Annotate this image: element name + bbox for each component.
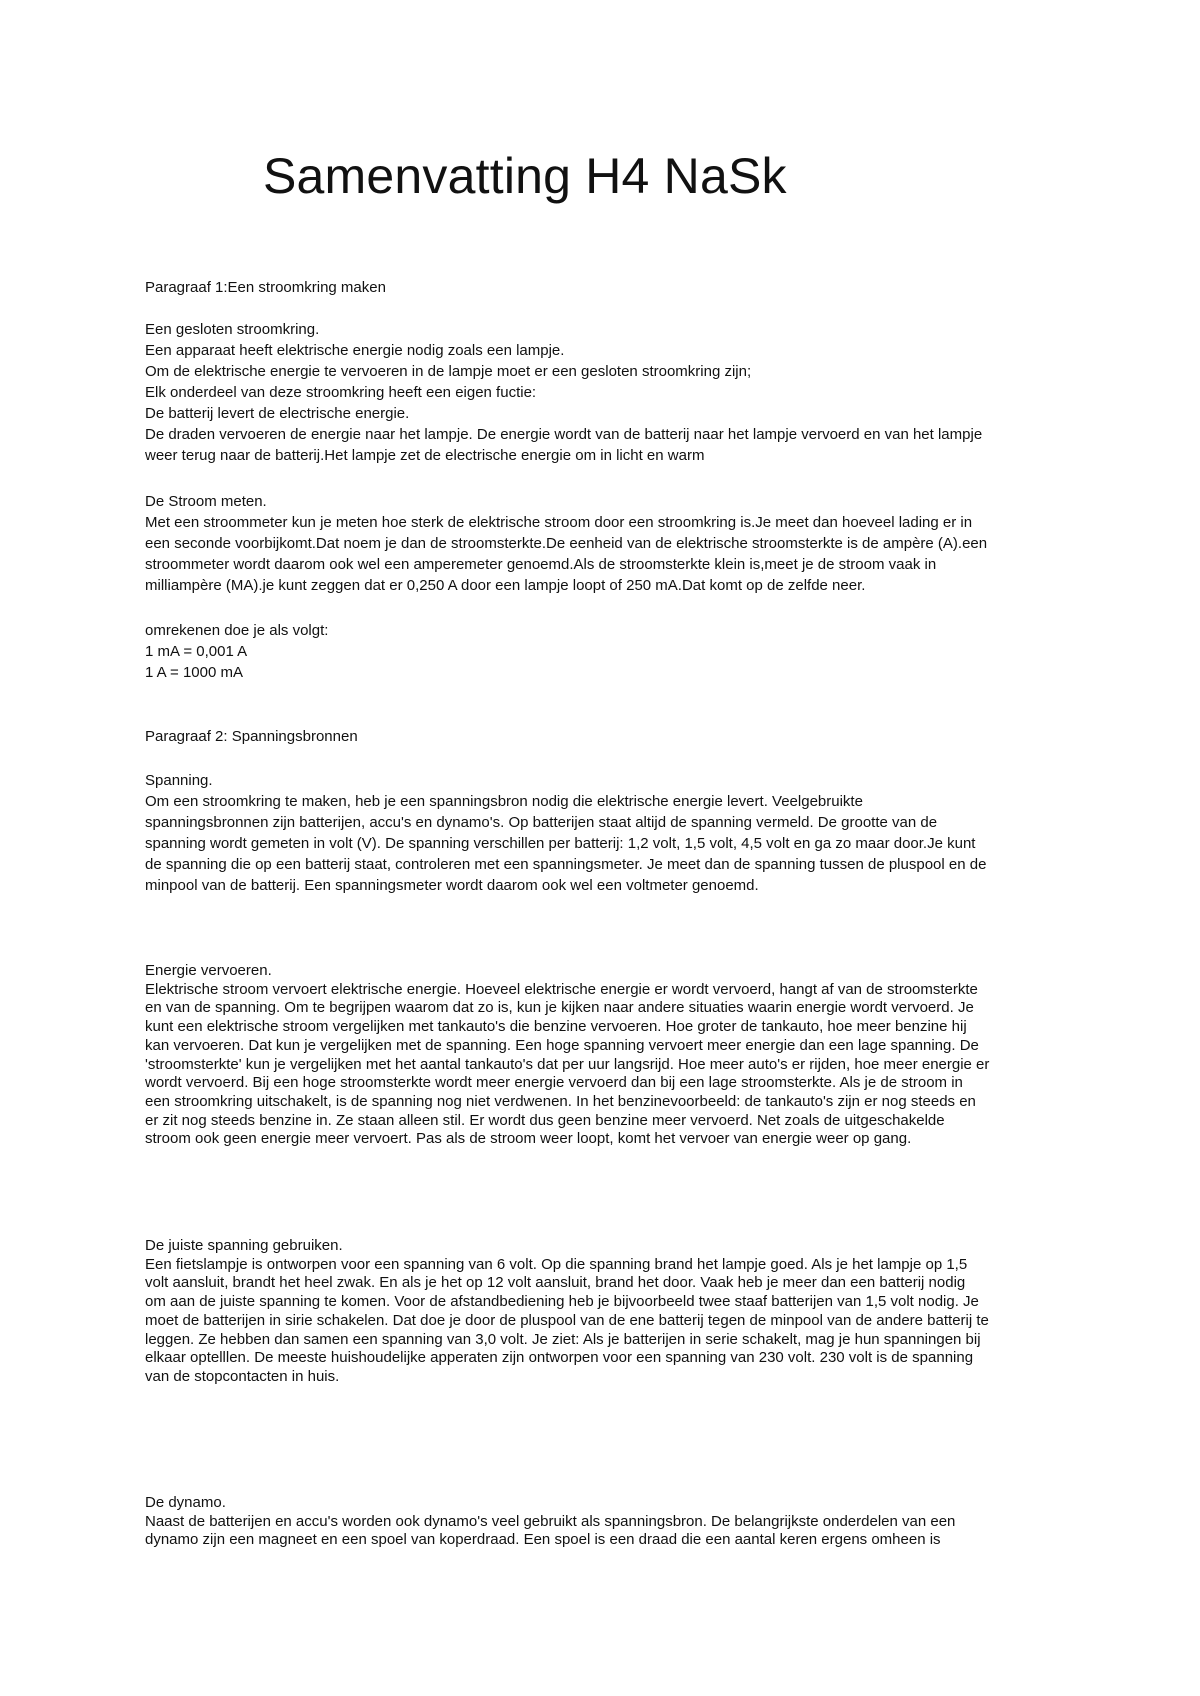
text-line: spanning wordt gemeten in volt (V). De spanning verschillen per batterij: 1,2 volt, 1,5 volt, 4,5 volt en ga zo maar door.Je kunt xyxy=(145,835,976,852)
section-omrekenen xyxy=(145,620,1065,683)
text-line: weer terug naar de batterij.Het lampje zet de electrische energie om in licht en warm xyxy=(145,447,705,464)
text-line: dynamo zijn een magneet en een spoel van koperdraad. Een spoel is een draad die een aantal keren ergens omheen is xyxy=(145,1531,941,1549)
text-line: stroommeter wordt daarom ook wel een amperemeter genoemd.Als de stroomsterkte klein is,meet je de stroom vaak in xyxy=(145,556,937,573)
section-spanning xyxy=(145,770,1065,896)
text-line: van de stopcontacten in huis. xyxy=(145,1367,340,1385)
text-line: Elk onderdeel van deze stroomkring heeft een eigen fuctie: xyxy=(145,384,537,401)
text-line: De draden vervoeren de energie naar het lampje. De energie wordt van de batterij naar het lampje vervoerd en van het lampje xyxy=(145,426,983,443)
text-line: leggen. Ze hebben dan samen een spanning van 3,0 volt. Je ziet: Als je batterijen in serie schakelt, mag je hun spanningen bij xyxy=(145,1330,981,1348)
document-title: Samenvatting H4 NaSk xyxy=(263,148,787,204)
paragraph-1-heading xyxy=(145,277,1065,298)
text-line: 1 A = 1000 mA xyxy=(145,664,243,681)
text-line: kunt een elektrische stroom vergelijken met tankauto's die benzine vervoeren. Hoe groter de tankauto, hoe meer benzine hij xyxy=(145,1018,967,1036)
section-heading: Een gesloten stroomkring. xyxy=(145,321,320,338)
text-line: milliampère (MA).je kunt zeggen dat er 0,250 A door een lampje loopt of 250 mA.Dat komt op de zelfde neer. xyxy=(145,577,866,594)
text-line: minpool van de batterij. Een spanningsmeter wordt daarom ook wel een voltmeter genoemd. xyxy=(145,877,759,894)
text-line: Een apparaat heeft elektrische energie nodig zoals een lampje. xyxy=(145,342,565,359)
section-energie-vervoeren xyxy=(145,962,1065,1149)
text-line: Elektrische stroom vervoert elektrische energie. Hoeveel elektrische energie er wordt vervoerd, hangt af van de stroomsterkte xyxy=(145,980,978,998)
text-line: moet de batterijen in sirie schakelen. Dat doe je door de pluspool van de ene batterij tegen de minpool van de andere batterij te xyxy=(145,1311,989,1329)
text-line: omrekenen doe je als volgt: xyxy=(145,622,329,639)
text-line: Naast de batterijen en accu's worden ook dynamo's veel gebruikt als spanningsbron. De belangrijkste onderdelen van een xyxy=(145,1512,956,1530)
section-heading: De juiste spanning gebruiken. xyxy=(145,1237,343,1254)
text-line: Een fietslampje is ontworpen voor een spanning van 6 volt. Op die spanning brand het lampje goed. Als je het lampje op 1,5 xyxy=(145,1255,968,1273)
section-gesloten-stroomkring xyxy=(145,319,1065,466)
section-stroom-meten xyxy=(145,491,1065,596)
text-line: er zit nog steeds benzine in. Ze staan alleen stil. Er wordt dus geen benzine meer vervoerd. Net zoals de uitgeschakelde xyxy=(145,1111,945,1129)
text-line: Om de elektrische energie te vervoeren in de lampje moet er een gesloten stroomkring zijn; xyxy=(145,363,752,380)
text-line: Om een stroomkring te maken, heb je een spanningsbron nodig die elektrische energie levert. Veelgebruikte xyxy=(145,793,863,810)
text-line: 'stroomsterkte' kun je vergelijken met het aantal tankauto's dat per uur langsrijd. Hoe meer auto's er rijden, hoe meer energie er xyxy=(145,1055,990,1073)
text-line: een seconde voorbijkomt.Dat noem je dan de stroomsterkte.De eenheid van de elektrische stroomsterkte is de ampère (A).een xyxy=(145,535,988,552)
section-dynamo xyxy=(145,1494,1065,1550)
section-heading: De Stroom meten. xyxy=(145,493,267,510)
text-line: om aan de juiste spanning te komen. Voor de afstandbediening heb je bijvoorbeeld twee staaf batterijen van 1,5 volt nodig. Je xyxy=(145,1293,979,1311)
text-line: Met een stroommeter kun je meten hoe sterk de elektrische stroom door een stroomkring is.Je meet dan hoeveel lading er in xyxy=(145,514,973,531)
text-line: elkaar optelllen. De meeste huishoudelijke apperaten zijn ontworpen voor een spanning van 230 volt. 230 volt is de spanning xyxy=(145,1349,974,1367)
section-heading: De dynamo. xyxy=(145,1494,226,1511)
text-line: De batterij levert de electrische energie. xyxy=(145,405,410,422)
text-line: volt aansluit, brandt het heel zwak. En als je het op 12 volt aansluit, brand het door. Vaak heb je meer dan een batterij nodig xyxy=(145,1274,966,1292)
text-line: de spanning die op een batterij staat, controleren met een spanningsmeter. Je meet dan de spanning tussen de pluspool en de xyxy=(145,856,987,873)
text-line: spanningsbronnen zijn batterijen, accu's en dynamo's. Op batterijen staat altijd de spanning vermeld. De grootte van de xyxy=(145,814,938,831)
section-heading: Energie vervoeren. xyxy=(145,962,272,979)
text-line: Paragraaf 1:Een stroomkring maken xyxy=(145,279,386,296)
text-line: stroom ook geen energie meer vervoert. Pas als de stroom weer loopt, komt het vervoer van energie weer op gang. xyxy=(145,1130,912,1148)
section-heading: Spanning. xyxy=(145,772,213,789)
paragraph-2-heading xyxy=(145,726,1065,747)
section-juiste-spanning xyxy=(145,1237,1065,1387)
text-line: Paragraaf 2: Spanningsbronnen xyxy=(145,728,358,745)
text-line: wordt vervoerd. Bij een hoge stroomsterkte wordt meer energie vervoerd dan bij een lage stroomsterkte. Als je de stroom in xyxy=(145,1074,963,1092)
text-line: kan vervoeren. Dat kun je vergelijken met de spanning. Een hoge spanning vervoert meer energie dan een lage spanning. De xyxy=(145,1036,979,1054)
text-line: en van de spanning. Om te begrijpen waarom dat zo is, kun je kijken naar andere situaties waarin energie wordt vervoerd. Je xyxy=(145,999,974,1017)
text-line: een stroomkring uitschakelt, is de spanning nog niet verdwenen. In het benzinevoorbeeld: de tankauto's zijn er nog steeds en xyxy=(145,1092,976,1110)
text-line: 1 mA = 0,001 A xyxy=(145,643,248,660)
